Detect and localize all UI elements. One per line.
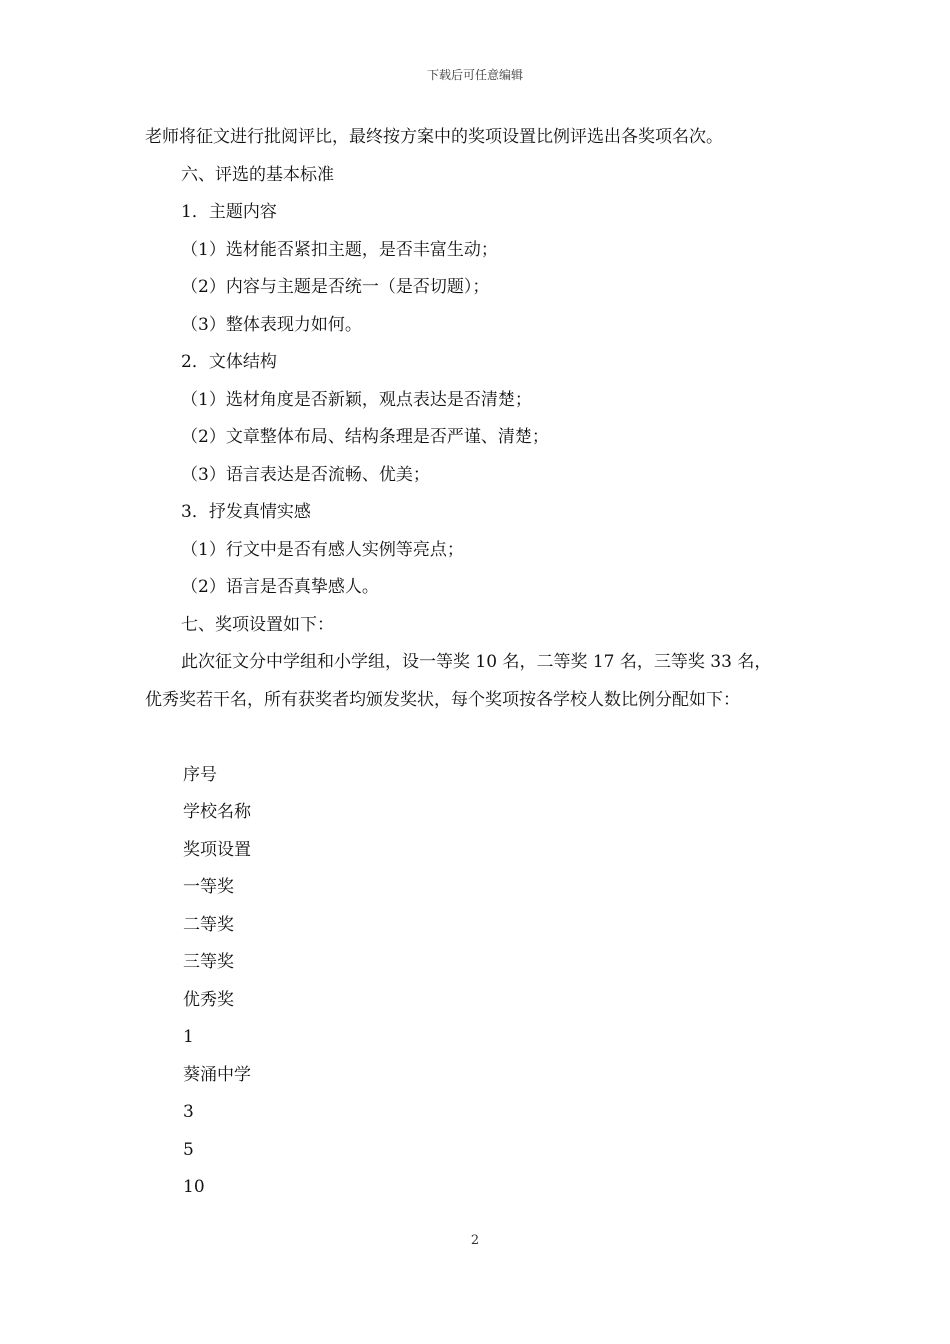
- table-cell: 10: [183, 1177, 205, 1197]
- table-cell: 3: [183, 1102, 194, 1122]
- subsection-heading: 1．主题内容: [181, 202, 277, 222]
- table-header-cell: 二等奖: [183, 914, 234, 935]
- table-header-cell: 优秀奖: [183, 989, 234, 1010]
- table-header-cell: 学校名称: [183, 802, 251, 822]
- list-item: （3）整体表现力如何。: [181, 314, 362, 335]
- subsection-heading: 2．文体结构: [181, 352, 277, 372]
- table-header-cell: 奖项设置: [183, 839, 251, 860]
- list-item: （1）选材角度是否新颖，观点表达是否清楚；: [181, 389, 532, 410]
- table-cell: 5: [183, 1139, 194, 1160]
- table-header-cell: 序号: [183, 764, 217, 785]
- spacer: [145, 722, 815, 760]
- paragraph-line: 此次征文分中学组和小学组，设一等奖 10 名，二等奖 17 名，三等奖 33 名，: [181, 652, 772, 672]
- paragraph: 老师将征文进行批阅评比，最终按方案中的奖项设置比例评选出各奖项名次。: [145, 127, 723, 147]
- table-cell: 1: [183, 1027, 194, 1047]
- list-item: （1）选材能否紧扣主题，是否丰富生动；: [181, 239, 498, 260]
- document-body: [145, 122, 815, 1210]
- page-header: 下载后可任意编辑: [426, 68, 523, 82]
- page-number: 2: [470, 1233, 480, 1248]
- paragraph-line: 优秀奖若干名，所有获奖者均颁发奖状，每个奖项按各学校人数比例分配如下：: [145, 689, 740, 710]
- section-heading: 七、奖项设置如下：: [181, 614, 334, 635]
- award-table: [145, 760, 815, 1210]
- table-cell: 葵涌中学: [183, 1064, 251, 1085]
- section-heading: 六、评选的基本标准: [181, 164, 334, 185]
- list-item: （3）语言表达是否流畅、优美；: [181, 464, 430, 485]
- list-item: （1）行文中是否有感人实例等亮点；: [181, 539, 464, 560]
- list-item: （2）内容与主题是否统一（是否切题）；: [181, 277, 490, 297]
- table-header-cell: 三等奖: [183, 952, 234, 972]
- subsection-heading: 3．抒发真情实感: [181, 502, 311, 522]
- table-header-cell: 一等奖: [183, 877, 234, 897]
- list-item: （2）语言是否真挚感人。: [181, 577, 379, 597]
- list-item: （2）文章整体布局、结构条理是否严谨、清楚；: [181, 427, 549, 447]
